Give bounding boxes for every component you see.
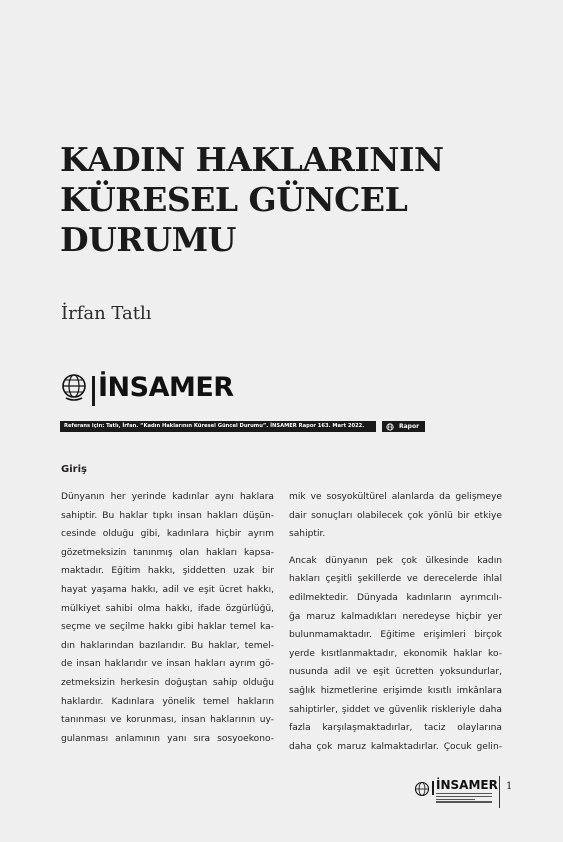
page-number: 1 — [506, 781, 513, 792]
text-line: mik ve sosyokültürel alanlarda da gelişmeye — [289, 492, 502, 502]
text-line: dair sonuçları olabilecek çok yönlü bir etkiye — [289, 510, 502, 521]
text-line: sahiptirler, şiddet ve güvenlik riskleriyle daha — [289, 704, 502, 715]
text-line: Ancak dünyanın pek çok ülkesinde kadın — [289, 555, 502, 566]
text-line: sahiptir. Bu haklar tıpkı insan hakları düşün- — [61, 510, 274, 521]
footer-logo-subtext — [436, 793, 492, 804]
text-line: seçme ve seçilme hakkı gibi haklar temel ka- — [61, 622, 274, 633]
logo-divider — [92, 376, 95, 406]
text-line: dın haklarından bazılarıdır. Bu haklar, temel- — [61, 640, 274, 651]
reference-bar: Referans için: Tatlı, İrfan. “Kadın Haklarının Küresel Güncel Durumu”. İNSAMER Rapor 163. Mart 2022. — [60, 421, 376, 432]
logo-divider — [432, 781, 434, 795]
text-line: fazla karşılaşmaktadırlar, taciz olaylarına — [289, 723, 502, 734]
text-line: hayat yaşama hakkı, adil ve eşit ücret hakkı, — [61, 584, 274, 595]
report-title — [60, 140, 500, 260]
text-line: gözetmeksizin tanınmış olan hakları kapsa- — [61, 547, 274, 558]
report-type-badge — [382, 421, 425, 432]
text-column-left — [61, 488, 274, 748]
text-line: sağlık hizmetlerine erişimde kısıtlı imkânlara — [289, 685, 502, 696]
text-line: edilmektedir. Dünyada kadınların ayrımcılı- — [289, 592, 502, 603]
author-name: İrfan Tatlı — [61, 303, 152, 324]
footer-brand-name: İNSAMER — [436, 778, 498, 792]
brand-name: İNSAMER — [98, 372, 234, 403]
text-line: ğa maruz kalmadıkları neredeyse hiçbir yer — [289, 611, 502, 622]
text-line: daha çok maruz kalmaktadırlar. Çocuk gelin- — [289, 741, 502, 752]
text-line: tanınması ve korunması, insan haklarının uy- — [61, 715, 274, 726]
text-line: nusunda adil ve eşit ücretten yoksundurlar, — [289, 667, 502, 678]
title-line: KADIN HAKLARININ — [60, 140, 444, 179]
globe-icon — [386, 423, 394, 431]
text-line: gulanması anlamının yanı sıra sosyoekono- — [61, 733, 274, 744]
text-line: zetmeksizin herkesin doğuştan sahip olduğu — [61, 677, 274, 688]
report-type-label: Rapor — [399, 423, 420, 430]
globe-icon — [414, 781, 430, 797]
footer-logo — [414, 778, 498, 808]
text-line: maktadır. Eğitim hakkı, şiddetten uzak bir — [61, 566, 274, 577]
text-line: Dünyanın her yerinde kadınlar aynı haklara — [61, 492, 274, 502]
text-column-right — [289, 488, 502, 756]
text-line: yerde kısıtlanmaktadır, ekonomik haklar ko- — [289, 648, 502, 659]
text-line: sahiptir. — [289, 529, 326, 540]
section-heading: Giriş — [61, 464, 87, 475]
title-line: DURUMU — [60, 220, 236, 259]
text-line: de insan haklarıdır ve insan hakları ayrım gö- — [61, 659, 274, 670]
text-line: hakları çeşitli şekillerde ve derecelerde ihlal — [289, 574, 502, 585]
text-line: mülkiyet sahibi olma hakkı, ifade özgürlüğü, — [61, 603, 274, 614]
globe-icon — [60, 373, 88, 401]
text-line: cesinde olduğu gibi, kadınlara hiçbir ayrım — [61, 529, 274, 540]
footer-divider — [499, 776, 500, 808]
text-line: haklardır. Kadınlara yönelik temel hakların — [61, 696, 274, 707]
text-line: bulunmamaktadır. Eğitime erişimleri birçok — [289, 630, 502, 641]
title-line: KÜRESEL GÜNCEL — [60, 180, 408, 219]
